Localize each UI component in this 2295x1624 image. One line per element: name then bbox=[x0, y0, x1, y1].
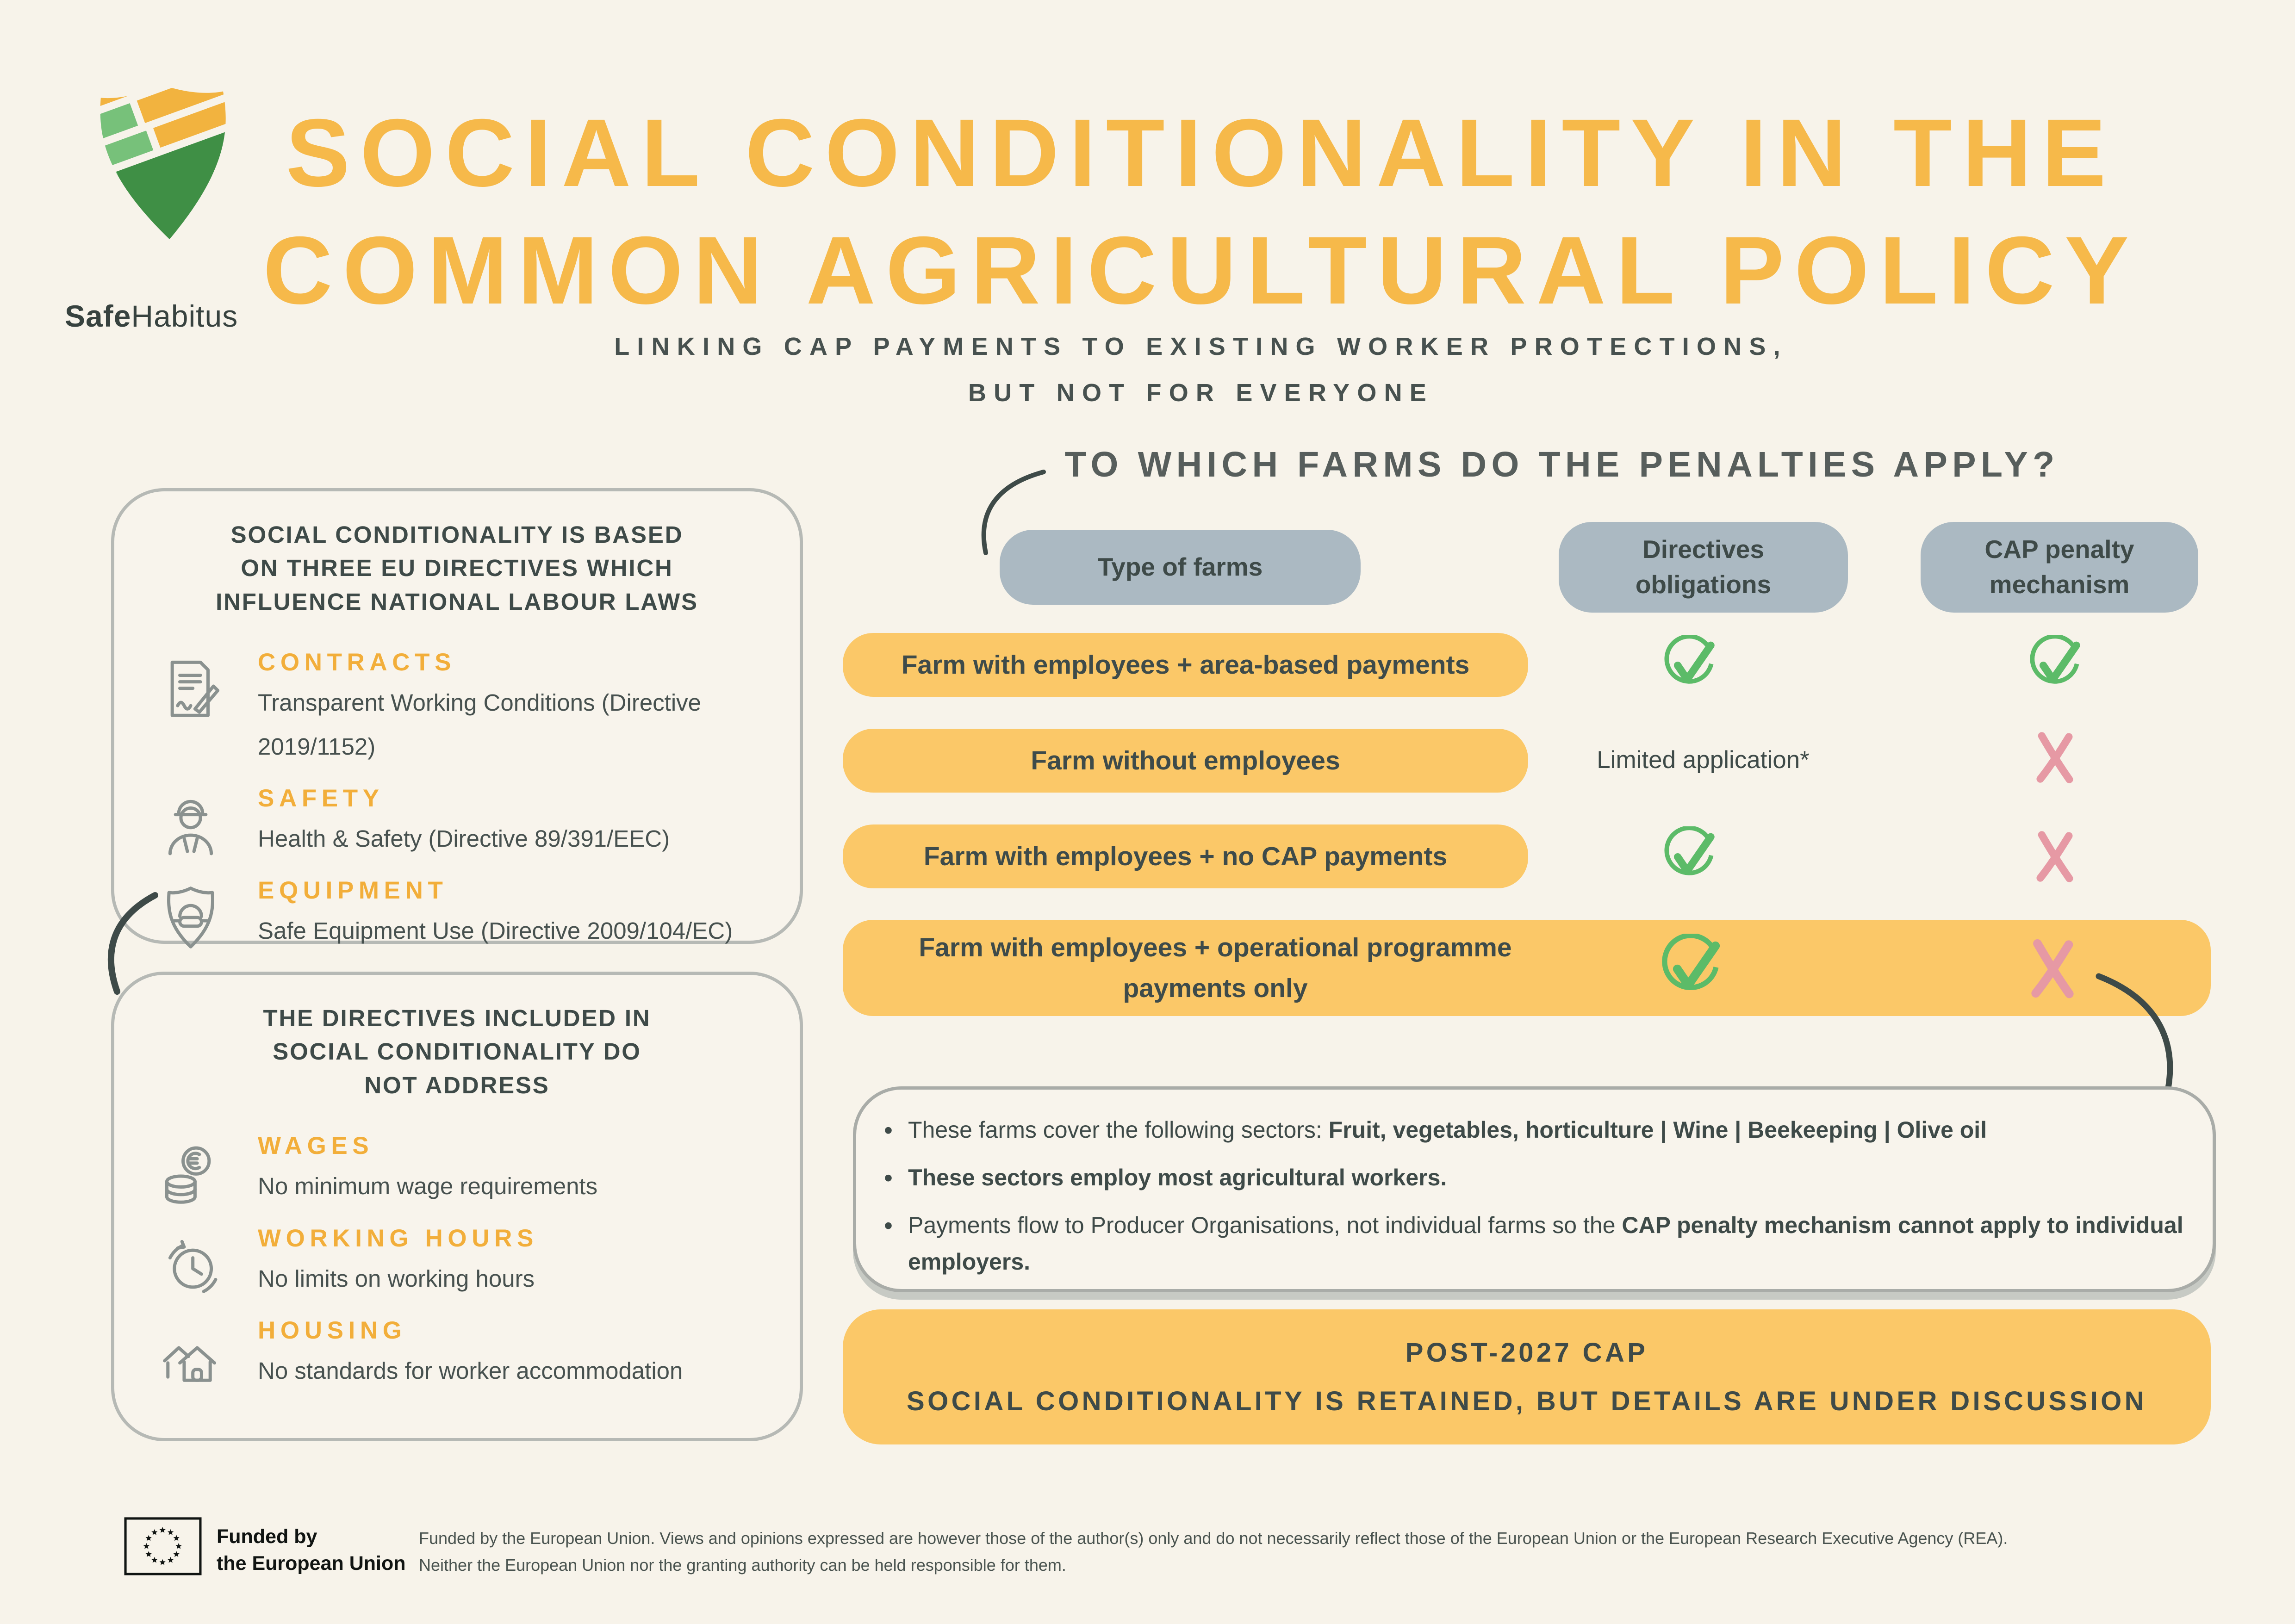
note-workers bbox=[879, 1159, 2185, 1196]
exclusions-panel bbox=[111, 972, 803, 1441]
exclusion-item-label: WAGES bbox=[258, 1132, 374, 1160]
exclusion-item-housing bbox=[147, 1316, 772, 1393]
houses-icon bbox=[156, 1323, 225, 1392]
directive-item-label: CONTRACTS bbox=[258, 649, 456, 676]
directive-item-text: Safe Equipment Use (Directive 2009/104/EC) bbox=[258, 917, 733, 944]
penalties-question-heading: TO WHICH FARMS DO THE PENALTIES APPLY? bbox=[1064, 445, 2059, 484]
clock-icon bbox=[156, 1231, 225, 1300]
note-producer-organisations bbox=[879, 1207, 2185, 1280]
exclusions-panel-heading bbox=[133, 1002, 781, 1102]
sector-notes-box bbox=[853, 1086, 2216, 1292]
eu-funding-label bbox=[217, 1523, 406, 1577]
note-text-plain: These farms cover the following sectors: bbox=[908, 1117, 1329, 1143]
cross-icon bbox=[2025, 826, 2085, 886]
directive-item-label: SAFETY bbox=[258, 784, 384, 812]
cross-icon bbox=[2025, 727, 2085, 787]
directive-item-text: Health & Safety (Directive 89/391/EEC) bbox=[258, 825, 670, 852]
exclusions-heading-line1: THE DIRECTIVES INCLUDED IN bbox=[263, 1005, 651, 1031]
directives-panel bbox=[111, 488, 803, 944]
table-row-label: Farm with employees + operational programme payments only bbox=[919, 932, 1512, 1003]
check-icon bbox=[2025, 635, 2085, 695]
note-text-bold: CAP penalty mechanism cannot apply to individual employers. bbox=[908, 1212, 2183, 1275]
directive-item-text: Transparent Working Conditions (Directive 2019/1152) bbox=[258, 689, 702, 760]
euro-coins-icon bbox=[156, 1138, 225, 1208]
worker-helmet-icon bbox=[156, 791, 225, 860]
sector-notes-list bbox=[879, 1112, 2185, 1280]
directives-heading-line3: INFLUENCE NATIONAL LABOUR LAWS bbox=[216, 588, 698, 615]
exclusion-item-label: WORKING HOURS bbox=[258, 1224, 538, 1252]
directive-item-safety bbox=[147, 784, 772, 861]
funding-disclaimer-line1: Funded by the European Union. Views and opinions expressed are however those of the author(s) only and do not necessarily reflect those of the European Union or the European Research Executive Agency (REA). bbox=[419, 1529, 2008, 1548]
note-text-bold: Fruit, vegetables, horticulture | Wine | Beekeeping | Olive oil bbox=[1328, 1117, 1987, 1143]
post-2027-line1: POST-2027 CAP bbox=[1405, 1338, 1648, 1368]
eu-flag-icon bbox=[124, 1517, 202, 1576]
table-row-farm-operational-programme bbox=[843, 920, 2211, 1016]
directive-item-label: EQUIPMENT bbox=[258, 877, 448, 905]
page-title bbox=[194, 95, 2208, 330]
page-title-line2: COMMON AGRICULTURAL POLICY bbox=[263, 217, 2139, 324]
exclusion-item-text: No limits on working hours bbox=[258, 1265, 535, 1292]
eu-funding-label-line2: the European Union bbox=[217, 1552, 406, 1575]
exclusion-item-text: No standards for worker accommodation bbox=[258, 1357, 683, 1384]
limited-application-note: Limited application* bbox=[1597, 746, 1810, 774]
page-subtitle-line2: BUT NOT FOR EVERYONE bbox=[968, 378, 1434, 407]
exclusion-item-wages bbox=[147, 1132, 772, 1208]
exclusions-heading-line2: SOCIAL CONDITIONALITY DO bbox=[273, 1038, 641, 1065]
column-header-directives-obligations: Directives obligations bbox=[1559, 522, 1848, 613]
brand-regular-part: Habitus bbox=[131, 299, 238, 333]
exclusions-heading-line3: NOT ADDRESS bbox=[364, 1072, 550, 1098]
directive-item-equipment bbox=[147, 876, 772, 953]
note-text-bold: These sectors employ most agricultural workers. bbox=[908, 1165, 1447, 1190]
check-icon bbox=[1659, 635, 1719, 695]
table-row-farm-no-cap-payments: Farm with employees + no CAP payments bbox=[843, 824, 1528, 888]
eu-funding-label-line1: Funded by bbox=[217, 1525, 317, 1548]
table-row-farm-without-employees: Farm without employees bbox=[843, 729, 1528, 793]
post-2027-banner bbox=[843, 1309, 2211, 1444]
page-title-line1: SOCIAL CONDITIONALITY IN THE bbox=[286, 99, 2116, 207]
exclusion-item-working-hours bbox=[147, 1224, 772, 1301]
note-text-plain: Payments flow to Producer Organisations, not individual farms so the bbox=[908, 1212, 1622, 1238]
funding-disclaimer-line2: Neither the European Union nor the granting authority can be held responsible for them. bbox=[419, 1556, 1066, 1575]
column-header-type-of-farms: Type of farms bbox=[1000, 530, 1361, 605]
page-subtitle-line1: LINKING CAP PAYMENTS TO EXISTING WORKER PROTECTIONS, bbox=[614, 333, 1788, 360]
page-subtitle bbox=[241, 324, 2161, 416]
exclusion-item-label: HOUSING bbox=[258, 1316, 407, 1344]
directives-heading-line2: ON THREE EU DIRECTIVES WHICH bbox=[241, 555, 673, 582]
contract-pen-icon bbox=[156, 655, 225, 724]
column-header-cap-penalty-mechanism: CAP penalty mechanism bbox=[1921, 522, 2198, 613]
table-row-farm-area-based: Farm with employees + area-based payments bbox=[843, 633, 1528, 697]
funding-disclaimer bbox=[419, 1525, 2008, 1579]
check-icon bbox=[1659, 826, 1719, 886]
cross-icon bbox=[2018, 934, 2087, 1003]
post-2027-line2: SOCIAL CONDITIONALITY IS RETAINED, BUT DETAILS ARE UNDER DISCUSSION bbox=[907, 1386, 2147, 1416]
note-sectors bbox=[879, 1112, 2185, 1148]
directives-heading-line1: SOCIAL CONDITIONALITY IS BASED bbox=[230, 521, 684, 548]
directive-item-contracts bbox=[147, 648, 772, 769]
exclusion-item-text: No minimum wage requirements bbox=[258, 1173, 598, 1200]
brand-bold-part: Safe bbox=[65, 299, 131, 333]
directives-panel-heading bbox=[133, 518, 781, 619]
check-icon bbox=[1656, 934, 1725, 1003]
